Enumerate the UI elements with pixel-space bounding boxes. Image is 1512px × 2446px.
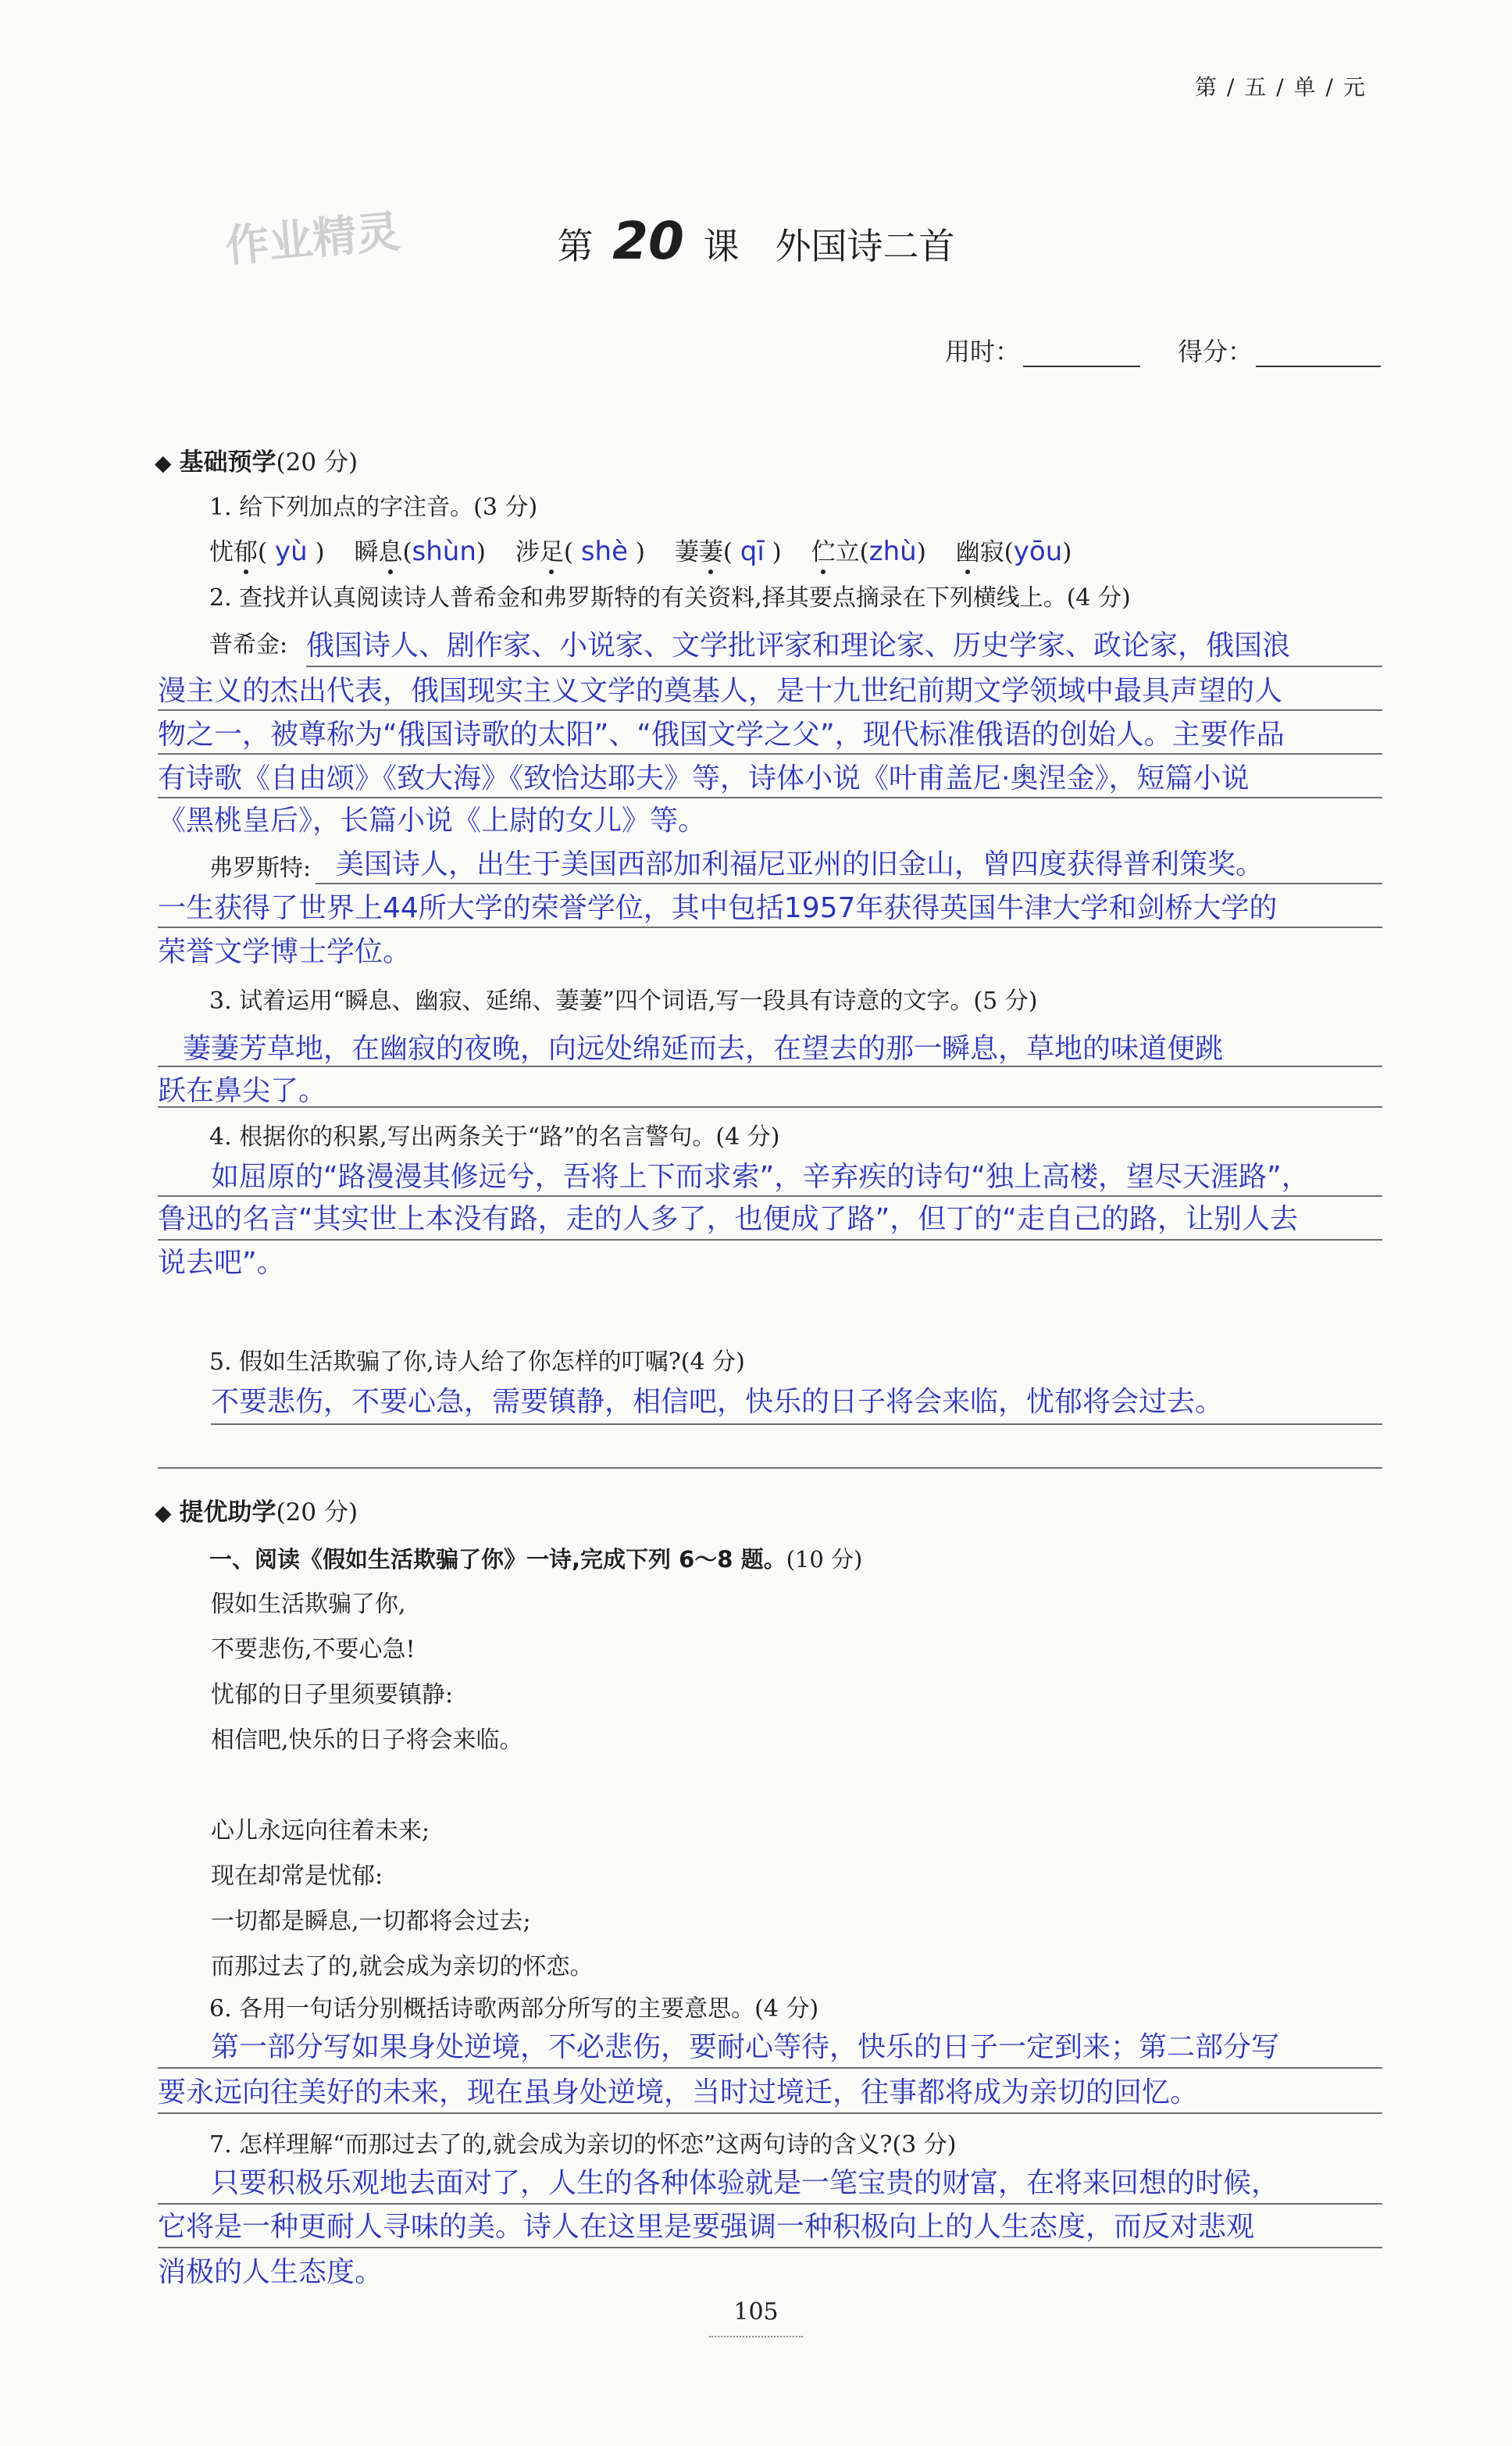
diamond-icon: ◆ bbox=[155, 1500, 172, 1526]
q7-answer-line: 只要积极乐观地去面对了，人生的各种体验就是一笔宝贵的财富，在将来回想的时候， bbox=[211, 2167, 1280, 2199]
q1-pinyin: shè bbox=[580, 536, 629, 567]
q3-answer-line: 跃在鼻尖了。 bbox=[158, 1075, 327, 1107]
pushkin-line: 物之一，被尊称为“俄国诗歌的太阳”、“俄国文学之父”，现代标准俄语的创始人。主要作品 bbox=[158, 719, 1285, 751]
poem-line: 忧郁的日子里须要镇静: bbox=[211, 1681, 454, 1709]
title-number: 20 bbox=[612, 211, 684, 271]
poem-line: 不要悲伤,不要心急! bbox=[211, 1636, 415, 1663]
q1-item: 忧郁( yù ) bbox=[209, 536, 325, 567]
q1-item: 瞬息(shùn) bbox=[354, 536, 487, 567]
q6-prompt: 6. 各用一句话分别概括诗歌两部分所写的主要意思。(4 分) bbox=[209, 1995, 819, 2023]
unit-header: 第 / 五 / 单 / 元 bbox=[1195, 74, 1367, 100]
q5-answer-line: 不要悲伤，不要心急，需要镇静，相信吧，快乐的日子将会来临，忧郁将会过去。 bbox=[211, 1386, 1224, 1418]
answer-line bbox=[158, 1239, 1382, 1241]
title-prefix: 第 bbox=[557, 225, 594, 267]
q6-answer-line: 第一部分写如果身处逆境，不必悲伤，要耐心等待，快乐的日子一定到来；第二部分写 bbox=[211, 2031, 1280, 2063]
poem-line: 假如生活欺骗了你, bbox=[211, 1591, 406, 1618]
q1-pinyin: qī bbox=[740, 536, 765, 567]
poem-line: 相信吧,快乐的日子将会来临。 bbox=[211, 1726, 523, 1754]
q1-word: 涉 bbox=[515, 538, 540, 566]
q1-dotted-char: 足 bbox=[539, 538, 564, 566]
pushkin-line: 俄国诗人、剧作家、小说家、文学批评家和理论家、历史学家、政论家，俄国浪 bbox=[306, 630, 1291, 662]
q1-word: 萋 bbox=[674, 538, 699, 566]
section-advanced-title: 提优助学 bbox=[179, 1498, 276, 1527]
q1-pinyin: yōu bbox=[1013, 536, 1063, 567]
frost-line: 一生获得了世界上44所大学的荣誉学位，其中包括1957年获得英国牛津大学和剑桥大学的 bbox=[158, 892, 1278, 924]
q1-item: 涉足( shè ) bbox=[515, 536, 645, 567]
pushkin-line: 漫主义的杰出代表，俄国现实主义文学的奠基人，是十九世纪前期文学领域中最具声望的人 bbox=[158, 675, 1283, 707]
watermark: 作业精灵 bbox=[223, 206, 402, 273]
answer-line bbox=[158, 753, 1382, 755]
q1-word: 立 bbox=[835, 538, 860, 566]
section-basic-points: (20 分) bbox=[276, 448, 358, 477]
q2-prompt: 2. 查找并认真阅读诗人普希金和弗罗斯特的有关资料,择其要点摘录在下列横线上。(4 分) bbox=[209, 584, 1131, 612]
reading-prompt-text: 一、阅读《假如生活欺骗了你》一诗,完成下列 6～8 题。 bbox=[209, 1546, 786, 1573]
q7-prompt: 7. 怎样理解“而那过去了的,就会成为亲切的怀恋”这两句诗的含义?(3 分) bbox=[209, 2131, 957, 2159]
poem-line: 一切都是瞬息,一切都将会过去; bbox=[211, 1908, 531, 1935]
pushkin-line: 有诗歌《自由颂》《致大海》《致恰达耶夫》等，诗体小说《叶甫盖尼·奥涅金》，短篇小说 bbox=[158, 762, 1250, 795]
answer-line bbox=[158, 2112, 1382, 2114]
q1-item: 幽寂(yōu) bbox=[955, 536, 1072, 567]
answer-line bbox=[158, 2247, 1382, 2248]
q1-word: 忧 bbox=[209, 538, 234, 566]
q4-answer-line: 如屈原的“路漫漫其修远兮，吾将上下而求索”，辛弃疾的诗句“独上高楼，望尽天涯路”， bbox=[211, 1161, 1310, 1193]
answer-line bbox=[158, 2067, 1382, 2069]
q5-prompt: 5. 假如生活欺骗了你,诗人给了你怎样的叮嘱?(4 分) bbox=[209, 1348, 745, 1376]
poem-line: 心儿永远向往着未来; bbox=[211, 1817, 430, 1844]
answer-line bbox=[158, 1106, 1382, 1108]
section-basic bbox=[155, 442, 358, 477]
q6-answer-line: 要永远向往美好的未来，现在虽身处逆境，当时过境迁，往事都将成为亲切的回忆。 bbox=[158, 2076, 1199, 2109]
q1-dotted-char: 幽 bbox=[955, 538, 980, 566]
q4-answer-line: 鲁迅的名言“其实世上本没有路，走的人多了，也便成了路”，但丁的“走自己的路，让别人去 bbox=[158, 1203, 1298, 1235]
q1-item: 伫立(zhù) bbox=[811, 536, 926, 567]
answer-line bbox=[158, 927, 1382, 928]
q1-pinyin: yù bbox=[274, 536, 308, 567]
section-basic-title: 基础预学 bbox=[179, 448, 276, 477]
time-label: 用时： bbox=[945, 337, 1021, 366]
q1-word: 寂 bbox=[979, 538, 1004, 566]
answer-line bbox=[158, 1467, 1382, 1469]
q7-answer-line: 消极的人生态度。 bbox=[158, 2256, 383, 2288]
answer-line bbox=[306, 666, 1382, 667]
q1-answers bbox=[209, 536, 1072, 568]
frost-label: 弗罗斯特: bbox=[209, 855, 312, 882]
q1-pinyin: zhù bbox=[868, 536, 917, 567]
pushkin-label: 普希金: bbox=[209, 631, 288, 659]
q1-dotted-char: 伫 bbox=[811, 538, 836, 566]
answer-line bbox=[211, 1423, 1382, 1425]
q4-answer-line: 说去吧”。 bbox=[158, 1247, 285, 1279]
q1-item: 萋萋( qī ) bbox=[674, 536, 782, 567]
poem-line: 而那过去了的,就会成为亲切的怀恋。 bbox=[211, 1953, 594, 1980]
time-field bbox=[945, 336, 1140, 367]
answer-line bbox=[316, 883, 1382, 884]
answer-line bbox=[158, 1066, 1382, 1067]
reading-prompt bbox=[209, 1544, 862, 1575]
score-blank[interactable] bbox=[1256, 342, 1381, 367]
q1-pinyin: shùn bbox=[412, 536, 476, 567]
section-advanced-points: (20 分) bbox=[276, 1498, 358, 1527]
q3-prompt: 3. 试着运用“瞬息、幽寂、延绵、萋萋”四个词语,写一段具有诗意的文字。(5 分) bbox=[209, 987, 1038, 1015]
score-label: 得分： bbox=[1178, 337, 1253, 366]
title-suffix: 课 外国诗二首 bbox=[703, 225, 955, 267]
q1-word: 瞬 bbox=[354, 538, 379, 566]
q4-prompt: 4. 根据你的积累,写出两条关于“路”的名言警句。(4 分) bbox=[209, 1123, 780, 1151]
reading-points: (10 分) bbox=[786, 1546, 863, 1573]
frost-line: 美国诗人，出生于美国西部加利福尼亚州的旧金山，曾四度获得普利策奖。 bbox=[336, 848, 1264, 880]
q7-answer-line: 它将是一种更耐人寻味的美。诗人在这里是要强调一种积极向上的人生态度，而反对悲观 bbox=[158, 2211, 1255, 2243]
q1-prompt: 1. 给下列加点的字注音。(3 分) bbox=[209, 494, 538, 521]
poem-line: 现在却常是忧郁: bbox=[211, 1862, 383, 1890]
frost-line: 荣誉文学博士学位。 bbox=[158, 936, 412, 968]
q3-answer-line: 萋萋芳草地，在幽寂的夜晚，向远处绵延而去，在望去的那一瞬息，草地的味道便跳 bbox=[183, 1033, 1224, 1065]
answer-line bbox=[158, 709, 1382, 711]
time-blank[interactable] bbox=[1023, 342, 1140, 367]
q1-dotted-char: 息 bbox=[378, 538, 403, 566]
page-number: 105 bbox=[733, 2298, 779, 2326]
page-number-underline bbox=[709, 2336, 803, 2337]
q1-dotted-char: 萋 bbox=[698, 538, 723, 566]
page-title bbox=[0, 211, 1512, 271]
diamond-icon: ◆ bbox=[155, 450, 172, 476]
pushkin-line: 《黑桃皇后》，长篇小说《上尉的女儿》等。 bbox=[158, 805, 707, 837]
section-advanced bbox=[155, 1492, 358, 1527]
q1-dotted-char: 郁 bbox=[234, 538, 258, 566]
score-field bbox=[1178, 336, 1381, 367]
